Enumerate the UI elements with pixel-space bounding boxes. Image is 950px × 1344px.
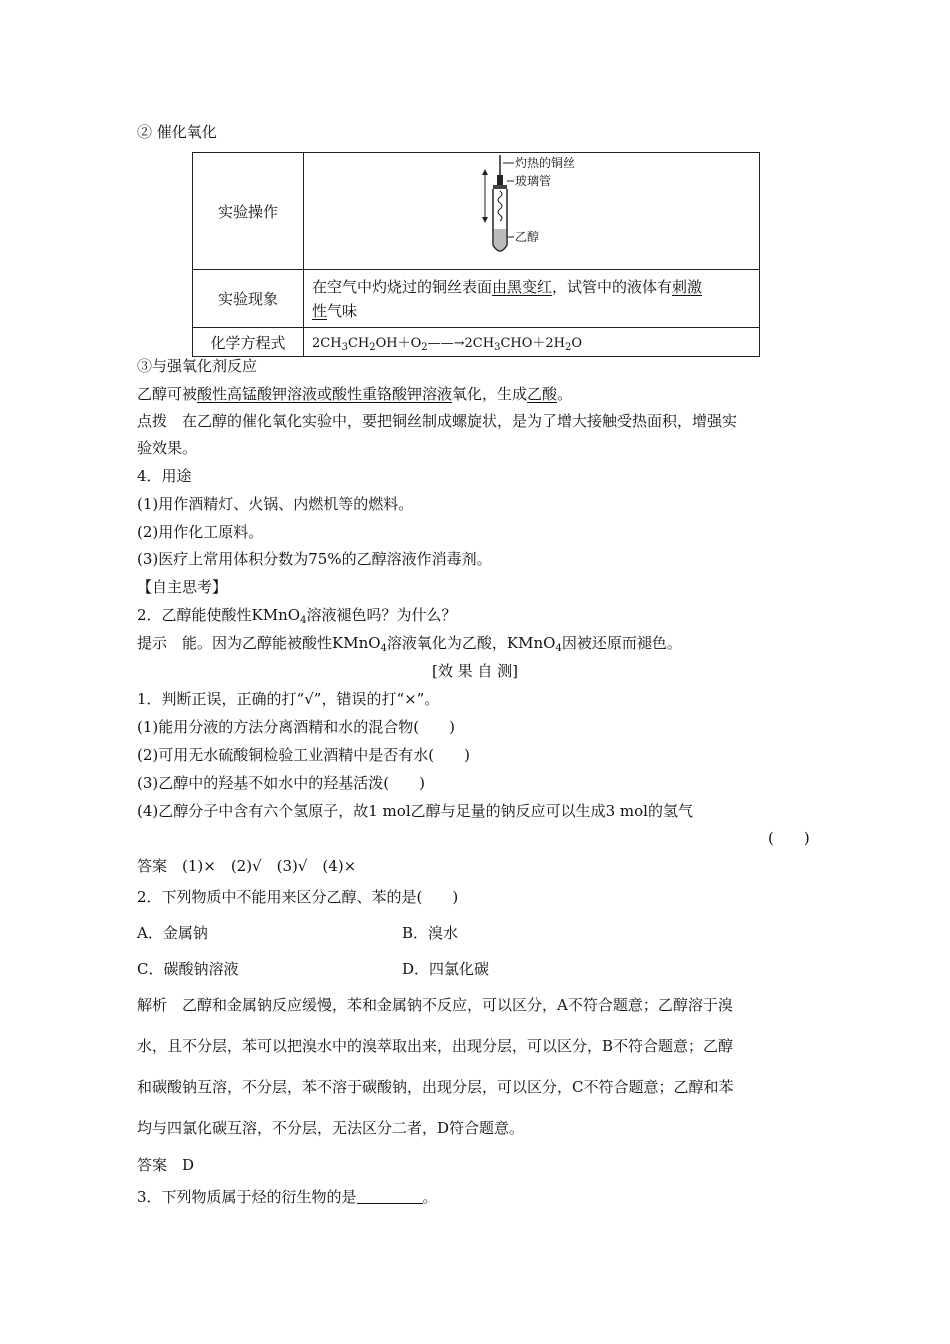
self-think-question: 2．乙醇能使酸性KMnO$_4$溶液褪色吗？为什么？ (137, 606, 457, 626)
q2-answer: 答案 D (137, 1156, 195, 1174)
label-ethanol: 乙醇 (515, 230, 540, 244)
self-test-title: [效 果 自 测] (431, 662, 518, 680)
label-glass-tube: 玻璃管 (515, 174, 552, 188)
q1-item-4: (4)乙醇分子中含有六个氢原子，故1 mol乙醇与足量的钠反应可以生成3 mol的氢气 (137, 802, 693, 820)
q1-item-1: (1)能用分液的方法分离酒精和水的混合物( ) (137, 718, 455, 736)
self-think-hint: 提示 能。因为乙醇能被酸性KMnO$_4$溶液氧化为乙酸，KMnO$_4$因被还原而褪色。 (137, 634, 682, 654)
phenomenon-underline-2: 刺激 (672, 277, 703, 296)
q2-option-a: A．金属钠 (137, 924, 208, 942)
phenomenon-text: ，试管中的液体有 (552, 277, 673, 296)
equation-cell: $2CH_3CH_2OH+O_2——\to 2CH_3CHO+2H_2O$ (304, 328, 760, 357)
table-label-operation: 实验操作 (193, 153, 304, 270)
q1-item-2: (2)可用无水硫酸铜检验工业酒精中是否有水( ) (137, 746, 470, 764)
q2-analysis-line-2: 水，且不分层，苯可以把溴水中的溴萃取出来，出现分层，可以区分，B不符合题意；乙醇 (137, 1037, 734, 1055)
q2-analysis-line-1: 解析 乙醇和金属钠反应缓慢，苯和金属钠不反应，可以区分，A不符合题意；乙醇溶于溴 (137, 996, 733, 1014)
self-think-title: 【自主思考】 (137, 578, 228, 596)
experiment-table (192, 152, 760, 357)
uses-item-2: (2)用作化工原料。 (137, 523, 264, 541)
section-title: ② 催化氧化 (137, 123, 217, 141)
q1-stem: 1．判断正误，正确的打“√”，错误的打“×”。 (137, 690, 440, 708)
table-label-phenomenon: 实验现象 (193, 270, 304, 328)
strong-oxidant-text: 乙醇可被酸性高锰酸钾溶液或酸性重铬酸钾溶液氧化，生成乙酸。 (137, 385, 573, 403)
table-label-equation: 化学方程式 (193, 328, 304, 357)
phenomenon-underline-3: 性 (312, 301, 328, 320)
phenomenon-cell (304, 270, 760, 328)
strong-oxidant-title: ③与强氧化剂反应 (137, 357, 258, 375)
q2-option-c: C．碳酸钠溶液 (137, 960, 239, 978)
q2-analysis-line-3: 和碳酸钠互溶，不分层，苯不溶于碳酸钠，出现分层，可以区分，C不符合题意；乙醇和苯 (137, 1078, 734, 1096)
tip-line-2: 验效果。 (137, 439, 198, 457)
uses-item-1: (1)用作酒精灯、火锅、内燃机等的燃料。 (137, 495, 414, 513)
q2-stem: 2．下列物质中不能用来区分乙醇、苯的是( ) (137, 888, 459, 906)
phenomenon-text: 在空气中灼烧过的铜丝表面 (312, 277, 493, 296)
q3-stem: 3．下列物质属于烃的衍生物的是 。 (137, 1188, 438, 1206)
label-copper-wire: 灼热的铜丝 (515, 156, 576, 170)
q1-item-3: (3)乙醇中的羟基不如水中的羟基活泼( ) (137, 774, 425, 792)
tip-line-1: 点拨 在乙醇的催化氧化实验中，要把铜丝制成螺旋状，是为了增大接触受热面积，增强实 (137, 412, 738, 430)
apparatus-figure (304, 153, 759, 265)
q1-item-4-paren: ( ) (768, 829, 810, 847)
uses-item-3: (3)医疗上常用体积分数为75%的乙醇溶液作消毒剂。 (137, 550, 492, 568)
q1-answer: 答案 (1)× (2)√ (3)√ (4)× (137, 857, 357, 875)
phenomenon-text: 气味 (327, 301, 358, 320)
apparatus-cell (304, 153, 760, 270)
answer-blank[interactable] (357, 1189, 423, 1204)
q2-option-d: D．四氯化碳 (402, 960, 490, 978)
phenomenon-underline-1: 由黑变红 (492, 277, 553, 296)
q2-option-b: B．溴水 (402, 924, 459, 942)
uses-title: 4．用途 (137, 467, 192, 485)
q2-analysis-line-4: 均与四氯化碳互溶，不分层，无法区分二者，D符合题意。 (137, 1119, 525, 1137)
